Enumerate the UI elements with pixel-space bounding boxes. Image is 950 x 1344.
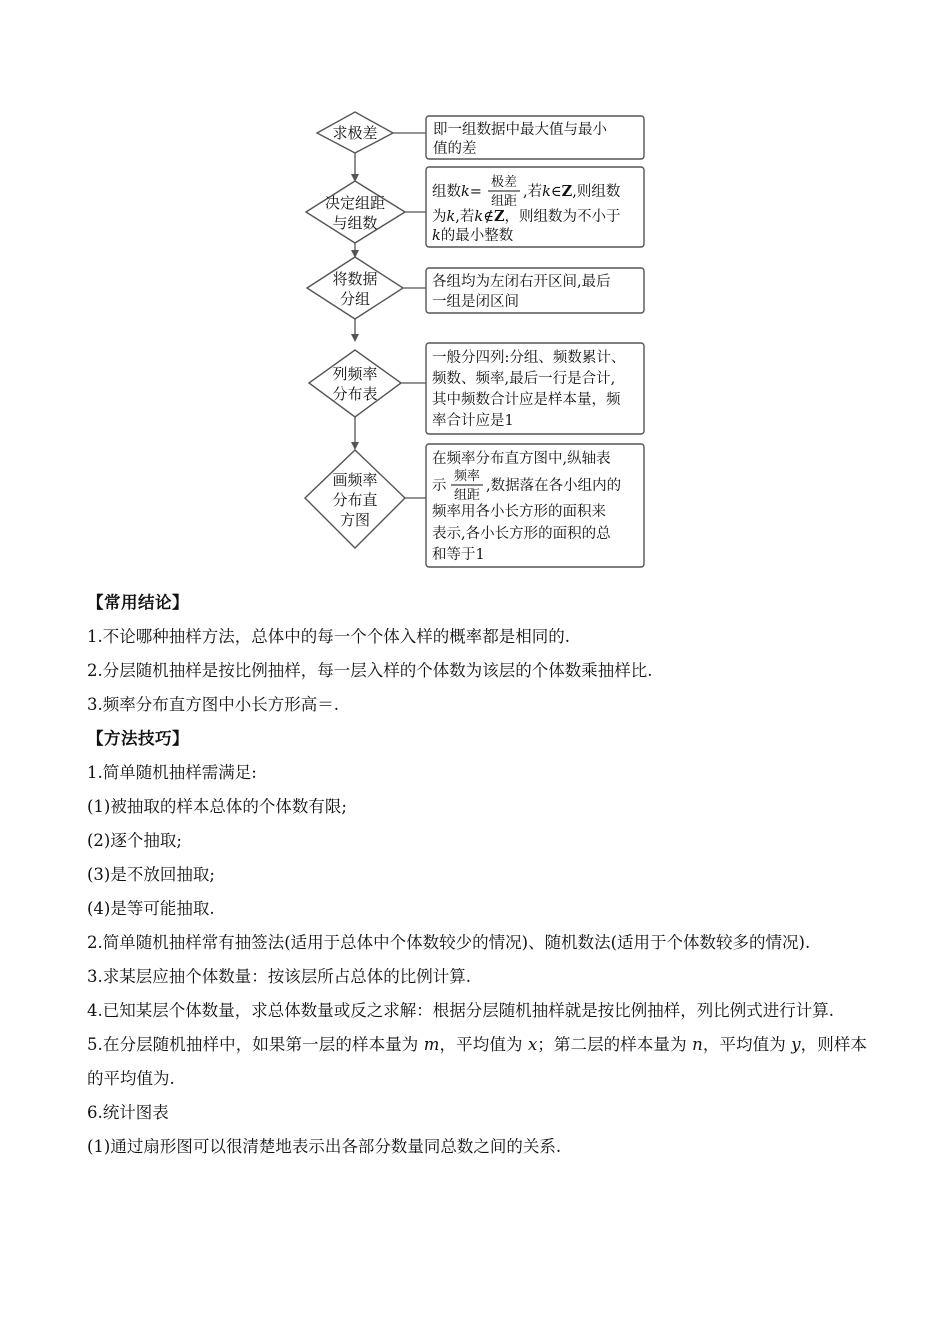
desc-line: 值的差 (433, 141, 477, 157)
paragraph: 2.简单随机抽样常有抽签法(适用于总体中个体数较少的情况)、随机数法(适用于个体数较多的情况). (87, 933, 811, 952)
paragraph: 1.简单随机抽样需满足: (87, 763, 257, 782)
diamond-label: 求极差 (332, 124, 378, 142)
diamond-label: 列频率 (332, 365, 378, 383)
paragraph: (3)是不放回抽取; (87, 865, 215, 884)
desc-line: 组数k= (432, 184, 482, 200)
desc-line: 在频率分布直方图中,纵轴表 (432, 451, 611, 467)
diamond-label: 方图 (339, 511, 371, 529)
section-common-conclusions (87, 586, 867, 722)
paragraph: 4.已知某层个体数量，求总体数量或反之求解：根据分层随机抽样就是按比例抽样，列比例式进行计算. (87, 1001, 834, 1020)
paragraph-stratified-mean: 5.在分层随机抽样中，如果第一层的样本量为 m，平均值为 x；第二层的样本量为 n，平均值为 y，则样本的平均值为. (87, 1035, 868, 1088)
diamond-label: 画频率 (332, 471, 378, 489)
paragraph: 2.分层随机抽样是按比例抽样，每一层入样的个体数为该层的个体数乘抽样比. (87, 661, 653, 680)
desc-line: 和等于1 (432, 547, 485, 563)
paragraph: 3.频率分布直方图中小长方形高＝. (87, 695, 339, 714)
diamond-label: 分布直 (332, 491, 378, 509)
desc-line: 频率用各小长方形的面积来 (432, 504, 606, 520)
paragraph: (4)是等可能抽取. (87, 899, 215, 918)
paragraph: 3.求某层应抽个体数量：按该层所占总体的比例计算. (87, 967, 471, 986)
flow-step-grouping (307, 257, 644, 319)
desc-line: 为k,若k∉Z，则组数为不小于 (432, 208, 621, 225)
desc-line: k的最小整数 (432, 228, 514, 244)
diamond-label: 分组 (339, 290, 371, 308)
desc-line: 各组均为左闭右开区间,最后 (432, 274, 611, 290)
paragraph: 1.不论哪种抽样方法，总体中的每一个个体入样的概率都是相同的. (87, 627, 570, 646)
paragraph: (1)通过扇形图可以很清楚地表示出各部分数量同总数之间的关系. (87, 1137, 562, 1156)
diamond-label: 将数据 (332, 270, 378, 288)
desc-line: 其中频数合计应是样本量，频 (432, 392, 621, 408)
desc-line: 一组是闭区间 (432, 294, 519, 310)
fraction-denominator: 组距 (453, 488, 481, 503)
paragraph: (2)逐个抽取; (87, 831, 182, 850)
desc-line: 频数、频率,最后一行是合计, (432, 371, 616, 387)
flow-step-range (317, 112, 644, 159)
desc-line: 示 (432, 478, 447, 494)
section-heading: 【方法技巧】 (87, 729, 189, 748)
diamond-label: 与组数 (332, 214, 378, 232)
flow-step-group-size (306, 167, 644, 247)
desc-line: 表示,各小长方形的面积的总 (432, 526, 611, 542)
fraction-denominator: 组距 (490, 194, 518, 209)
paragraph: (1)被抽取的样本总体的个体数有限; (87, 797, 347, 816)
desc-line: 率合计应是1 (432, 413, 514, 429)
flow-step-histogram (305, 444, 644, 567)
desc-line: 一般分四列:分组、频数累计、 (432, 350, 626, 366)
diamond-label: 决定组距 (324, 194, 386, 212)
section-methods (87, 722, 867, 1164)
fraction-numerator: 频率 (453, 469, 481, 484)
fraction-numerator: 极差 (490, 175, 518, 190)
paragraph: 6.统计图表 (87, 1103, 169, 1122)
flow-step-frequency-table (309, 343, 644, 434)
desc-line: ,数据落在各小组内的 (486, 478, 622, 494)
document-body (87, 586, 867, 1164)
section-heading: 【常用结论】 (87, 593, 189, 612)
diamond-label: 分布表 (332, 385, 378, 403)
desc-line: 即一组数据中最大值与最小 (433, 122, 607, 138)
desc-line: ,若k∈Z,则组数 (523, 183, 621, 200)
flowchart (0, 0, 950, 580)
